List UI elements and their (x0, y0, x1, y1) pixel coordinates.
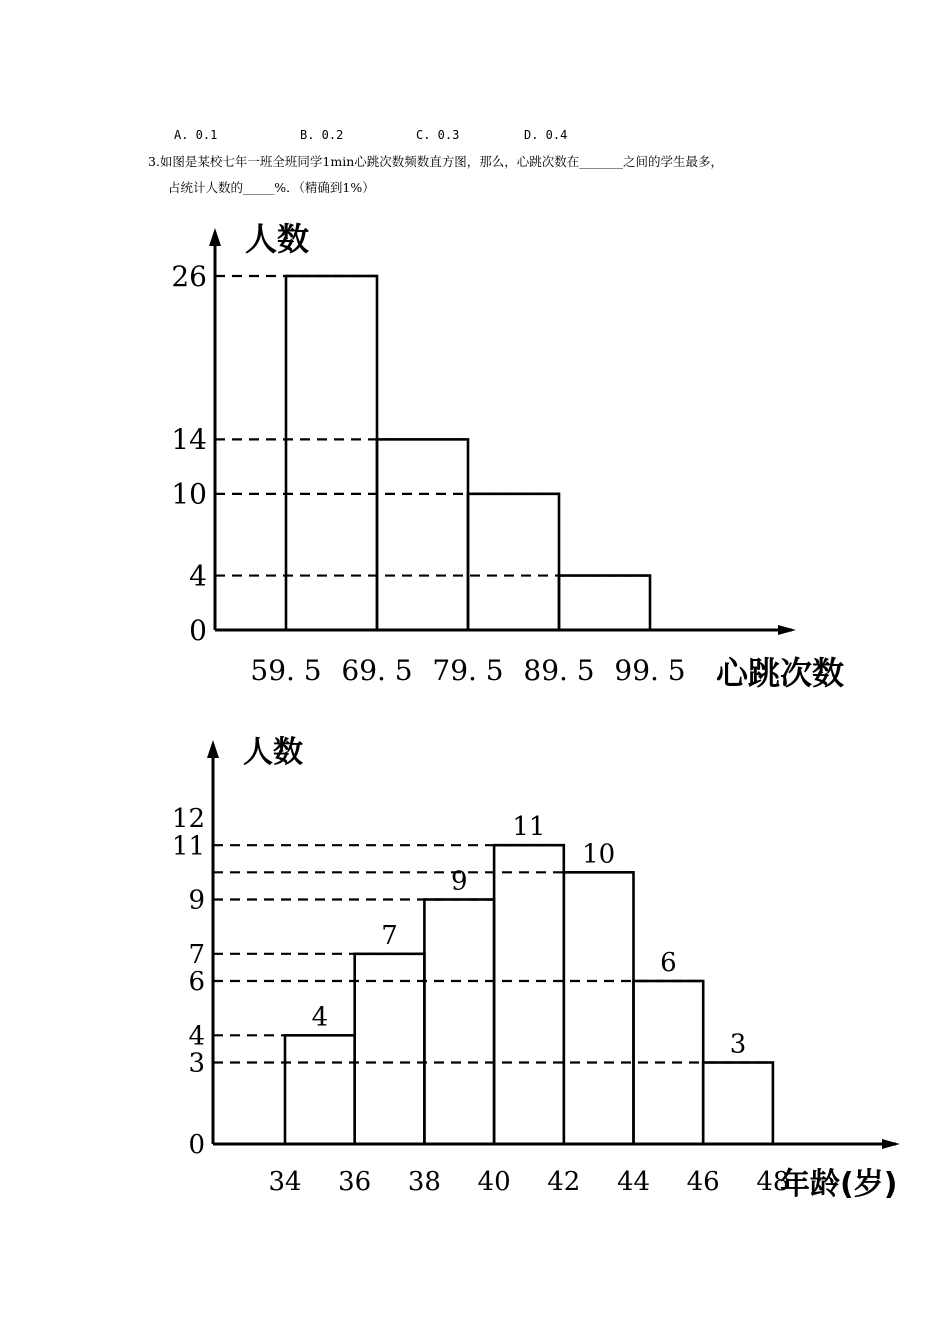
histogram-bar (703, 1063, 773, 1145)
y-axis-arrow (209, 228, 221, 246)
y-tick-label: 4 (188, 1021, 205, 1052)
x-tick-label: 34 (268, 1167, 302, 1197)
option-b: B. 0.2 (300, 128, 344, 142)
y-tick-label: 7 (188, 939, 205, 970)
y-tick-label: 12 (171, 804, 205, 835)
option-a: A. 0.1 (174, 128, 218, 142)
x-tick-label: 59. 5 (250, 654, 322, 687)
y-tick-label: 9 (188, 885, 205, 916)
y-axis-arrow (207, 740, 219, 758)
bar-data-label: 3 (729, 1029, 747, 1060)
x-tick-label: 89. 5 (523, 654, 595, 687)
histogram-bar (424, 900, 494, 1145)
x-tick-label: 36 (338, 1167, 372, 1197)
x-axis-label: 心跳次数 (716, 654, 845, 692)
x-tick-label: 48 (756, 1167, 790, 1197)
y-tick-label: 10 (171, 477, 207, 511)
histogram-bar (564, 872, 634, 1144)
x-tick-label: 79. 5 (432, 654, 504, 687)
y-tick-label: 6 (188, 967, 205, 998)
y-tick-label: 0 (189, 613, 207, 647)
histogram-bar (286, 276, 377, 630)
answer-options (174, 128, 874, 148)
question-line-1: 3.如图是某校七年一班全班同学1min心跳次数频数直方图，那么，心跳次数在_______之间的学生最多， (148, 154, 724, 169)
y-axis-label: 人数 (245, 220, 310, 258)
option-d: D. 0.4 (524, 128, 568, 142)
x-axis-label: 年龄(岁) (780, 1167, 898, 1202)
y-tick-label: 14 (171, 423, 207, 457)
y-tick-label: 0 (188, 1130, 205, 1161)
x-tick-label: 46 (686, 1167, 720, 1197)
bar-data-label: 7 (381, 920, 398, 951)
bar-data-label: 10 (582, 839, 616, 870)
y-axis-label: 人数 (243, 735, 303, 770)
bar-data-label: 6 (660, 948, 677, 978)
histogram-bar (468, 494, 559, 630)
age-histogram (0, 730, 950, 1210)
histogram-bar (494, 845, 564, 1144)
x-tick-label: 38 (407, 1167, 441, 1197)
x-tick-label: 40 (477, 1167, 511, 1197)
x-tick-label: 99. 5 (614, 654, 686, 687)
y-tick-label: 11 (171, 831, 205, 862)
question-line-2: 占统计人数的_____%．（精确到1%） (168, 180, 375, 195)
histogram-bar (285, 1035, 355, 1144)
histogram-bar (559, 576, 650, 630)
x-tick-label: 44 (616, 1167, 651, 1197)
heart-rate-histogram (0, 220, 950, 700)
bar-data-label: 4 (311, 1002, 329, 1033)
option-c: C. 0.3 (416, 128, 460, 142)
histogram-bar (377, 439, 468, 630)
y-tick-label: 26 (171, 259, 207, 293)
bar-data-label: 11 (512, 812, 546, 843)
x-axis-arrow (882, 1139, 900, 1149)
histogram-bar (355, 954, 425, 1144)
y-tick-label: 3 (188, 1048, 205, 1079)
x-tick-label: 42 (547, 1167, 581, 1197)
x-axis-arrow (778, 625, 796, 635)
y-tick-label: 4 (189, 559, 207, 593)
bar-data-label: 9 (450, 866, 468, 897)
x-tick-label: 69. 5 (341, 654, 413, 687)
